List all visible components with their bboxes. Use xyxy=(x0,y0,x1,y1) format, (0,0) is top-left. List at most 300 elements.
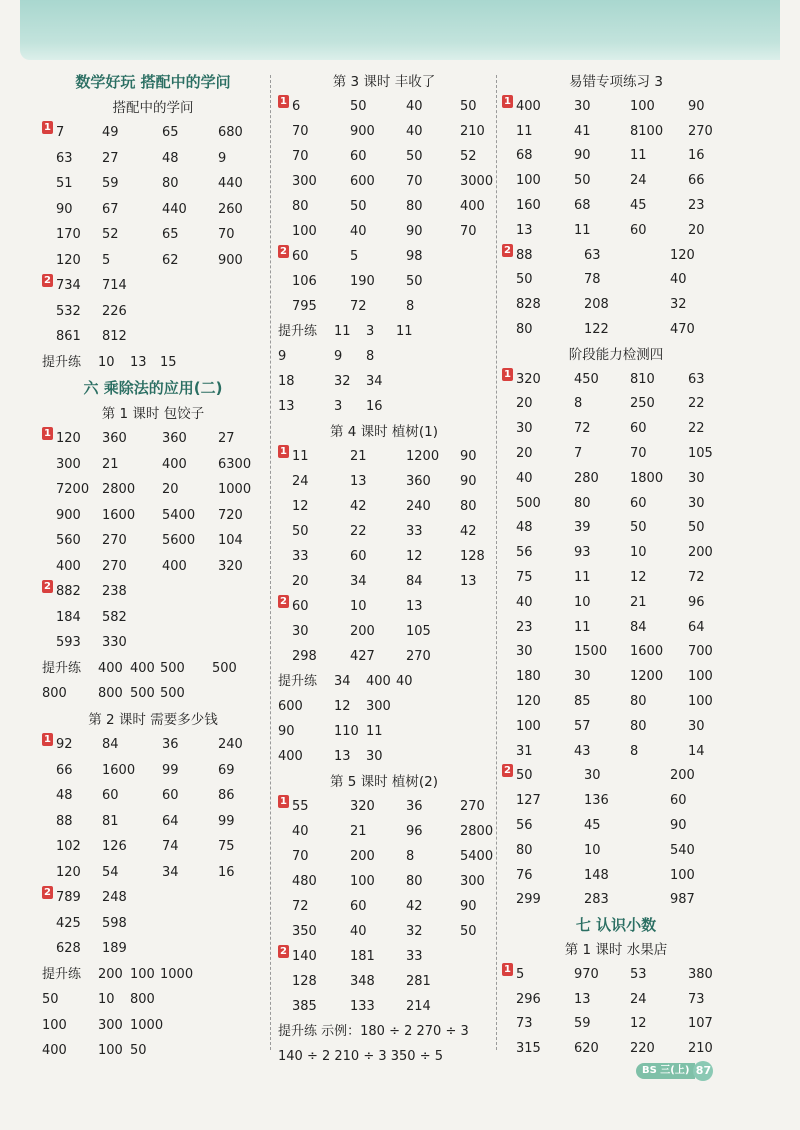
answer-value: 48 xyxy=(162,150,179,166)
answer-row xyxy=(42,759,264,783)
answer-row xyxy=(42,810,264,834)
question-number-badge: 2 xyxy=(42,274,53,287)
answer-value: 65 xyxy=(162,227,179,242)
answer-value: 70 xyxy=(292,849,309,864)
answer-value: 84 xyxy=(102,737,119,752)
answer-row xyxy=(42,274,264,298)
answer-value: 93 xyxy=(574,545,591,561)
answer-row xyxy=(502,1037,730,1061)
answer-value: 70 xyxy=(406,174,423,189)
practice-label: 提升练 xyxy=(278,324,318,339)
answer-row xyxy=(502,864,730,888)
question-number-badge: 1 xyxy=(278,445,289,458)
answer-row xyxy=(502,541,730,565)
answer-value: 50 xyxy=(42,992,59,1007)
answer-row xyxy=(278,670,490,694)
answer-value: 190 xyxy=(350,274,375,289)
answer-value: 70 xyxy=(460,224,477,239)
answer-value: 21 xyxy=(630,594,647,610)
answer-value: 812 xyxy=(102,329,127,344)
answer-row xyxy=(502,169,730,193)
answer-row xyxy=(42,682,264,706)
answer-value: 12 xyxy=(334,699,351,714)
answer-value: 30 xyxy=(584,768,601,784)
answer-value: 400 xyxy=(130,660,155,676)
section-heading: 搭配中的学问 xyxy=(112,99,194,116)
answer-value: 56 xyxy=(516,818,533,833)
answer-value: 60 xyxy=(162,788,179,803)
answer-row xyxy=(278,620,490,644)
answer-row xyxy=(502,690,730,714)
answer-value: 350 xyxy=(292,924,317,939)
answer-value: 10 xyxy=(350,599,367,614)
answer-value: 582 xyxy=(102,609,127,625)
answer-row xyxy=(278,520,490,544)
answer-value: 220 xyxy=(630,1041,655,1057)
answer-value: 10 xyxy=(574,594,591,610)
answer-value: 75 xyxy=(218,839,235,854)
answer-value: 330 xyxy=(102,635,127,650)
answer-value: 11 xyxy=(292,449,309,464)
answer-row xyxy=(42,427,264,451)
answer-value: 800 xyxy=(98,686,123,701)
answer-value: 1200 xyxy=(630,669,664,685)
answer-value: 75 xyxy=(516,570,533,585)
answer-value: 50 xyxy=(460,924,477,939)
answer-value: 300 xyxy=(56,456,81,472)
answer-value: 861 xyxy=(56,329,81,344)
answer-row xyxy=(42,325,264,349)
section-heading: 第 2 课时 需要多少钱 xyxy=(88,711,218,728)
answer-value: 1200 xyxy=(406,449,440,464)
question-number-badge: 2 xyxy=(278,595,289,608)
answer-value: 33 xyxy=(406,524,423,539)
answer-value: 65 xyxy=(162,125,179,140)
answer-row xyxy=(42,223,264,247)
answer-value: 440 xyxy=(162,201,187,217)
answer-value: 88 xyxy=(516,247,533,263)
answer-row xyxy=(278,595,490,619)
answer-value: 20 xyxy=(516,446,533,461)
answer-value: 40 xyxy=(396,674,413,689)
answer-value: 8 xyxy=(574,396,583,412)
answer-value: 5600 xyxy=(162,533,196,548)
section-heading: 易错专项练习 3 xyxy=(569,74,663,90)
answer-row xyxy=(502,368,730,392)
answer-value: 15 xyxy=(160,354,177,370)
answer-value: 73 xyxy=(688,991,705,1007)
answer-value: 40 xyxy=(670,272,687,288)
answer-row xyxy=(278,220,490,244)
answer-value: 100 xyxy=(292,224,317,239)
answer-row xyxy=(42,249,264,273)
answer-value: 128 xyxy=(292,974,317,989)
answer-value: 100 xyxy=(516,718,541,734)
answer-value: 200 xyxy=(670,768,695,784)
answer-value: 50 xyxy=(630,520,647,536)
answer-value: 100 xyxy=(630,98,655,114)
answer-value: 299 xyxy=(516,892,541,908)
question-number-badge: 1 xyxy=(502,368,513,381)
answer-value: 100 xyxy=(688,669,713,685)
answer-value: 3 xyxy=(334,399,343,414)
answer-value: 348 xyxy=(350,974,375,989)
answer-row xyxy=(42,733,264,757)
answer-value: 8 xyxy=(406,299,415,314)
answer-value: 5 xyxy=(102,252,111,268)
answer-value: 50 xyxy=(350,99,367,114)
answer-value: 5 xyxy=(350,249,359,264)
answer-value: 1000 xyxy=(130,1017,164,1033)
answer-value: 105 xyxy=(688,446,713,461)
answer-value: 800 xyxy=(42,686,67,701)
answer-value: 90 xyxy=(460,474,477,489)
answer-value: 628 xyxy=(56,941,81,956)
answer-value: 18 xyxy=(278,374,295,389)
answer-value: 60 xyxy=(350,899,367,914)
answer-row xyxy=(502,764,730,788)
answer-value: 80 xyxy=(162,176,179,191)
answer-value: 22 xyxy=(350,524,367,539)
question-number-badge: 1 xyxy=(502,963,513,976)
answer-row xyxy=(278,245,490,269)
answer-row xyxy=(278,395,490,419)
answer-row xyxy=(278,895,490,919)
answer-value: 1600 xyxy=(102,762,136,778)
answer-value: 63 xyxy=(56,150,73,166)
answer-value: 49 xyxy=(102,125,119,140)
answer-value: 70 xyxy=(218,227,235,242)
answer-value: 8 xyxy=(406,849,415,864)
answer-value: 34 xyxy=(162,864,179,880)
answer-value: 36 xyxy=(406,799,423,814)
answer-row xyxy=(42,606,264,630)
practice-label: 提升练 xyxy=(278,674,318,689)
answer-row xyxy=(42,657,264,681)
answer-value: 148 xyxy=(584,867,609,883)
answer-value: 42 xyxy=(406,899,423,914)
answer-value: 100 xyxy=(516,173,541,189)
answer-value: 12 xyxy=(406,549,423,564)
answer-row xyxy=(42,300,264,324)
answer-value: 3 xyxy=(366,324,375,339)
answer-value: 20 xyxy=(516,396,533,412)
answer-value: 100 xyxy=(670,867,695,883)
section-heading: 阶段能力检测四 xyxy=(568,346,664,363)
answer-value: 45 xyxy=(630,198,647,213)
answer-value: 13 xyxy=(516,222,533,238)
answer-row xyxy=(278,920,490,944)
question-number-badge: 2 xyxy=(278,245,289,258)
answer-value: 52 xyxy=(460,149,477,164)
answer-row xyxy=(502,492,730,516)
answer-row xyxy=(42,861,264,885)
answer-value: 21 xyxy=(350,824,367,839)
answer-value: 296 xyxy=(516,991,541,1007)
answer-row xyxy=(278,970,490,994)
answer-value: 714 xyxy=(102,278,127,293)
answer-value: 40 xyxy=(406,99,423,114)
answer-value: 50 xyxy=(406,274,423,289)
answer-row xyxy=(278,820,494,844)
answer-value: 540 xyxy=(670,842,695,858)
answer-row xyxy=(502,392,730,416)
answer-value: 120 xyxy=(670,247,695,263)
answer-value: 210 xyxy=(460,124,485,139)
answer-value: 43 xyxy=(574,743,591,759)
answer-value: 380 xyxy=(688,966,713,982)
answer-value: 23 xyxy=(516,619,533,635)
answer-value: 189 xyxy=(102,941,127,956)
answer-value: 80 xyxy=(406,199,423,214)
answer-value: 100 xyxy=(98,1043,123,1058)
answer-value: 96 xyxy=(688,594,705,610)
answer-row xyxy=(278,270,490,294)
answer-value: 810 xyxy=(630,371,655,387)
answer-value: 30 xyxy=(292,624,309,639)
answer-value: 84 xyxy=(630,619,647,635)
answer-row xyxy=(278,495,490,519)
answer-value: 69 xyxy=(218,762,235,778)
answer-value: 10 xyxy=(630,545,647,561)
answer-value: 970 xyxy=(574,966,599,982)
answer-value: 23 xyxy=(688,198,705,213)
answer-value: 200 xyxy=(688,545,713,561)
practice-label: 提升练 xyxy=(42,354,82,370)
answer-value: 10 xyxy=(98,992,115,1007)
answer-value: 400 xyxy=(516,98,541,114)
answer-value: 30 xyxy=(366,749,383,764)
answer-row xyxy=(278,145,490,169)
column-divider xyxy=(496,75,497,1050)
answer-value: 11 xyxy=(366,724,383,739)
answer-value: 63 xyxy=(584,247,601,263)
answer-value: 40 xyxy=(350,224,367,239)
answer-row xyxy=(278,645,490,669)
answer-value: 16 xyxy=(366,399,383,414)
answer-value: 12 xyxy=(292,499,309,514)
answer-value: 80 xyxy=(406,874,423,889)
answer-row xyxy=(502,516,730,540)
answer-value: 9 xyxy=(334,349,343,364)
answer-value: 64 xyxy=(688,619,705,635)
practice-label: 提升练 xyxy=(42,966,82,982)
question-number-badge: 1 xyxy=(502,95,513,108)
answer-value: 90 xyxy=(406,224,423,239)
answer-value: 828 xyxy=(516,297,541,313)
answer-value: 80 xyxy=(516,842,533,858)
answer-value: 283 xyxy=(584,892,609,908)
answer-value: 21 xyxy=(102,456,119,472)
answer-value: 128 xyxy=(460,549,485,564)
answer-row xyxy=(502,566,730,590)
answer-value: 900 xyxy=(350,124,375,139)
answer-value: 74 xyxy=(162,839,179,854)
answer-value: 105 xyxy=(406,624,431,639)
answer-value: 298 xyxy=(292,649,317,664)
answer-value: 70 xyxy=(292,124,309,139)
answer-value: 107 xyxy=(688,1016,713,1032)
answer-value: 10 xyxy=(584,842,601,858)
answer-row xyxy=(278,995,490,1019)
answer-value: 440 xyxy=(218,176,243,191)
answer-row xyxy=(42,937,264,961)
answer-value: 532 xyxy=(56,303,81,319)
answer-row xyxy=(502,839,730,863)
answer-value: 30 xyxy=(574,98,591,114)
answer-value: 50 xyxy=(516,768,533,784)
answer-row xyxy=(42,784,264,808)
answer-value: 32 xyxy=(334,374,351,389)
answer-row xyxy=(278,720,490,744)
answer-value: 22 xyxy=(688,421,705,437)
answer-line: 提升练 示例：180 ÷ 2 270 ÷ 3 xyxy=(278,1024,469,1039)
answer-value: 50 xyxy=(350,199,367,214)
answer-value: 30 xyxy=(688,495,705,511)
answer-value: 226 xyxy=(102,303,127,319)
answer-value: 800 xyxy=(130,992,155,1007)
answer-value: 80 xyxy=(630,718,647,734)
answer-value: 120 xyxy=(516,694,541,709)
answer-value: 16 xyxy=(688,148,705,164)
answer-value: 882 xyxy=(56,584,81,599)
section-heading: 第 5 课时 植树(2) xyxy=(329,774,439,790)
answer-value: 240 xyxy=(406,499,431,514)
answer-value: 400 xyxy=(366,674,391,689)
answer-row xyxy=(42,555,264,579)
answer-value: 90 xyxy=(574,148,591,164)
answer-line: 140 ÷ 2 210 ÷ 3 350 ÷ 5 xyxy=(278,1049,443,1064)
answer-row xyxy=(42,988,264,1012)
section-heading: 第 4 课时 植树(1) xyxy=(329,424,439,440)
answer-value: 98 xyxy=(406,249,423,264)
answer-value: 78 xyxy=(584,272,601,288)
answer-value: 8 xyxy=(366,349,375,364)
question-number-badge: 2 xyxy=(502,244,513,257)
answer-value: 13 xyxy=(574,991,591,1007)
answer-row xyxy=(502,963,730,987)
answer-value: 7 xyxy=(56,125,65,140)
answer-value: 67 xyxy=(102,201,119,217)
answer-value: 24 xyxy=(630,173,647,189)
answer-value: 1000 xyxy=(218,482,252,497)
answer-value: 34 xyxy=(350,574,367,589)
answer-value: 122 xyxy=(584,322,609,337)
answer-row xyxy=(42,121,264,145)
answer-value: 900 xyxy=(56,507,81,523)
answer-value: 59 xyxy=(574,1016,591,1032)
answer-value: 104 xyxy=(218,533,243,548)
answer-value: 30 xyxy=(516,421,533,437)
answer-value: 36 xyxy=(162,737,179,752)
answer-value: 27 xyxy=(218,431,235,446)
answer-value: 32 xyxy=(670,297,687,313)
answer-value: 13 xyxy=(406,599,423,614)
answer-value: 620 xyxy=(574,1041,599,1057)
answer-value: 51 xyxy=(56,176,73,191)
answer-value: 300 xyxy=(98,1017,123,1033)
answer-row xyxy=(502,293,730,317)
answer-value: 30 xyxy=(574,669,591,685)
answer-value: 360 xyxy=(162,431,187,446)
answer-value: 315 xyxy=(516,1041,541,1057)
answer-row xyxy=(42,1014,264,1038)
answer-value: 1500 xyxy=(574,644,608,660)
answer-value: 16 xyxy=(218,864,235,880)
section-heading: 第 1 课时 包饺子 xyxy=(101,405,205,422)
question-number-badge: 1 xyxy=(278,95,289,108)
question-number-badge: 2 xyxy=(278,945,289,958)
answer-value: 60 xyxy=(630,495,647,511)
answer-value: 41 xyxy=(574,123,591,139)
answer-value: 21 xyxy=(350,449,367,464)
answer-value: 320 xyxy=(516,371,541,387)
answer-row xyxy=(502,988,730,1012)
answer-value: 40 xyxy=(516,594,533,610)
answer-value: 81 xyxy=(102,813,119,829)
answer-value: 102 xyxy=(56,839,81,854)
section-heading: 数学好玩 搭配中的学问 xyxy=(75,73,231,91)
answer-value: 60 xyxy=(670,793,687,809)
answer-row xyxy=(502,268,730,292)
section-heading: 七 认识小数 xyxy=(575,916,657,935)
answer-value: 8100 xyxy=(630,123,664,139)
answer-value: 33 xyxy=(406,949,423,964)
answer-value: 64 xyxy=(162,813,179,829)
answer-value: 210 xyxy=(688,1041,713,1057)
answer-value: 11 xyxy=(574,222,591,238)
answer-value: 40 xyxy=(406,124,423,139)
answer-value: 400 xyxy=(42,1043,67,1058)
answer-value: 99 xyxy=(218,813,235,829)
answer-row xyxy=(278,570,490,594)
answer-value: 90 xyxy=(278,724,295,739)
answer-value: 180 xyxy=(516,669,541,685)
answer-row xyxy=(278,170,494,194)
answer-value: 600 xyxy=(350,174,375,189)
answer-row xyxy=(502,789,730,813)
answer-row xyxy=(502,417,730,441)
answer-value: 400 xyxy=(278,749,303,764)
answer-row xyxy=(278,695,490,719)
answer-value: 300 xyxy=(366,699,391,714)
answer-value: 72 xyxy=(292,899,309,914)
answer-value: 470 xyxy=(670,322,695,337)
answer-value: 90 xyxy=(460,899,477,914)
answer-value: 48 xyxy=(56,788,73,803)
answer-value: 1600 xyxy=(102,507,136,523)
answer-value: 80 xyxy=(460,499,477,514)
answer-value: 86 xyxy=(218,788,235,803)
answer-value: 400 xyxy=(98,660,123,676)
answer-row xyxy=(278,445,490,469)
answer-value: 33 xyxy=(292,549,309,564)
answer-value: 238 xyxy=(102,584,127,599)
practice-label: 提升练 xyxy=(42,660,82,676)
answer-value: 136 xyxy=(584,793,609,809)
answer-value: 360 xyxy=(406,474,431,489)
answer-value: 170 xyxy=(56,227,81,242)
answer-value: 80 xyxy=(292,199,309,214)
answer-value: 11 xyxy=(630,148,647,164)
answer-value: 13 xyxy=(350,474,367,489)
answer-value: 7200 xyxy=(56,482,90,497)
answer-value: 96 xyxy=(406,824,423,839)
answer-row xyxy=(502,1012,730,1036)
answer-row xyxy=(42,580,264,604)
header-banner xyxy=(20,0,780,60)
question-number-badge: 2 xyxy=(502,764,513,777)
